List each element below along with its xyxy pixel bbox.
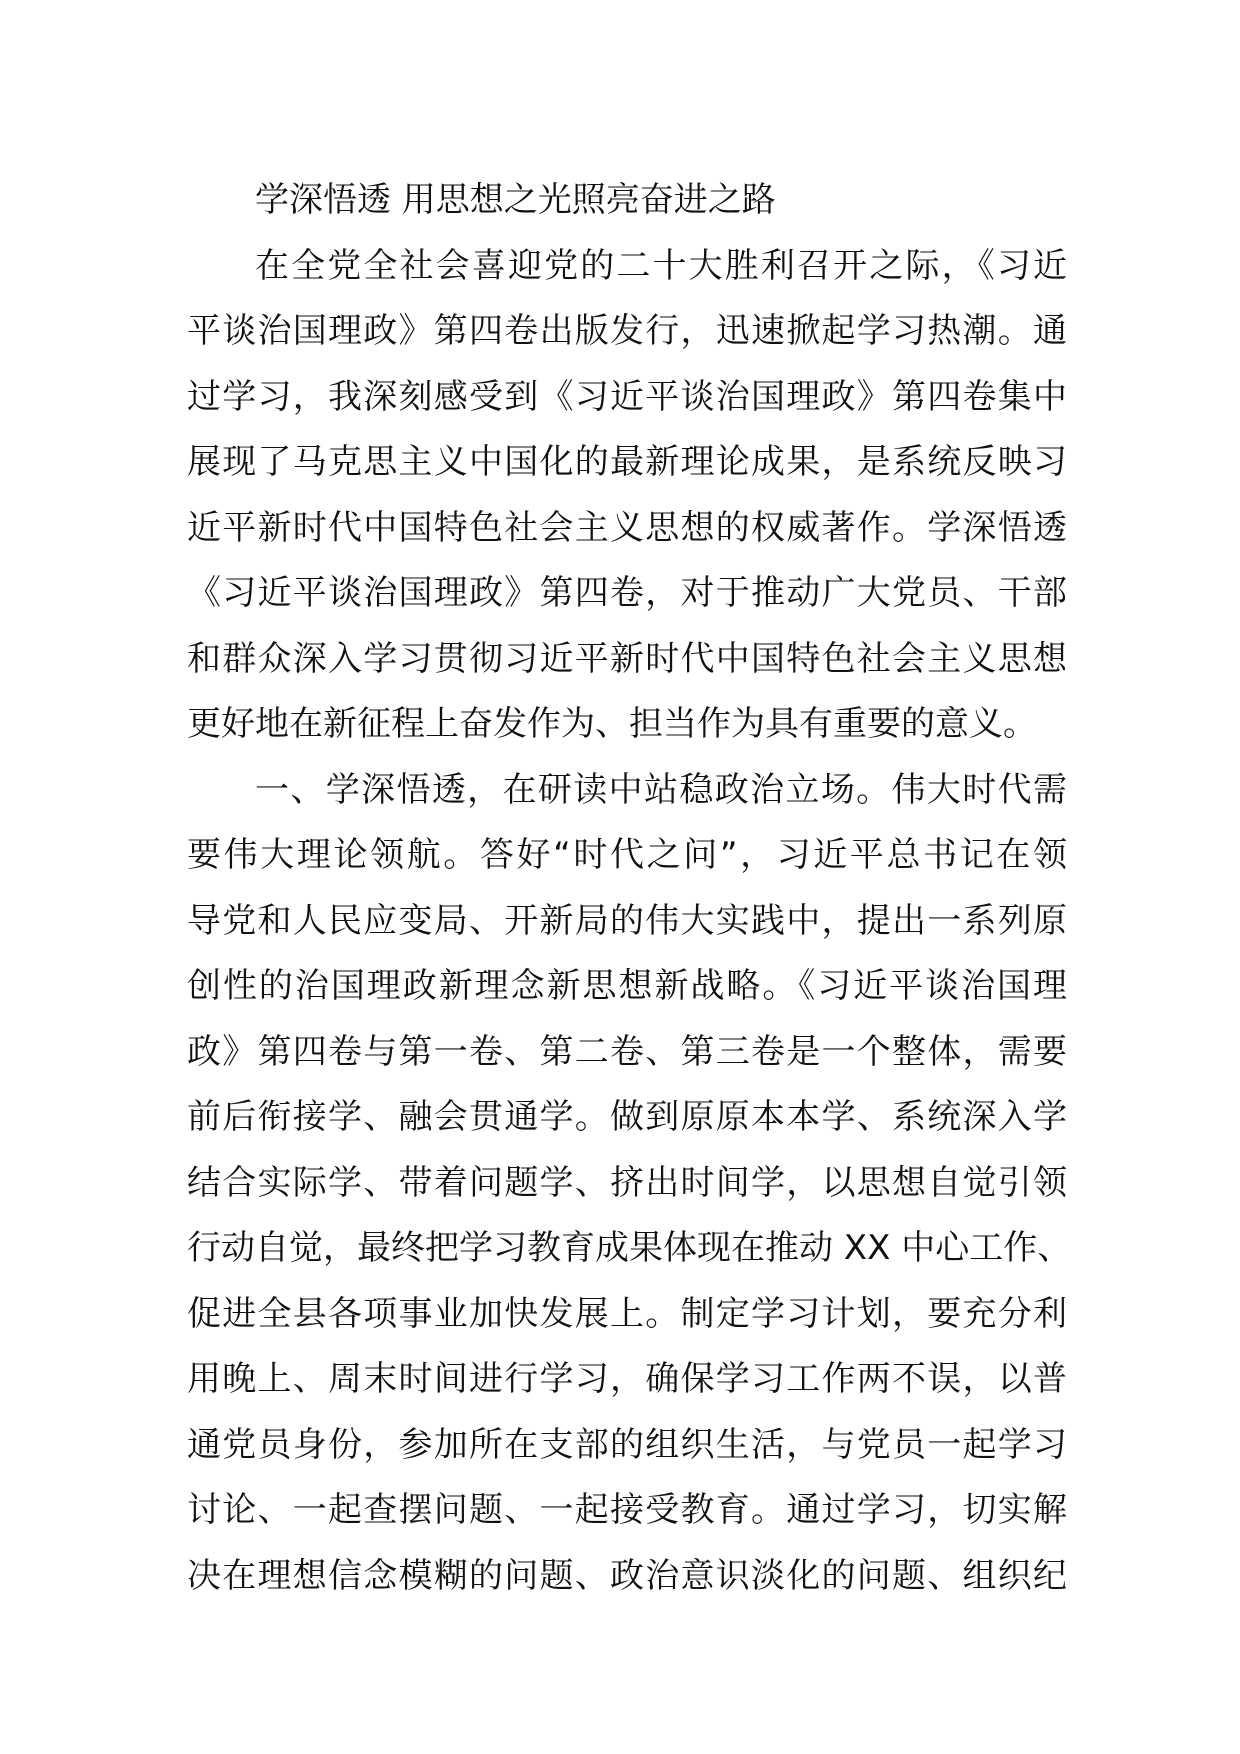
paragraph-1-line-5: 近平新时代中国特色社会主义思想的权威著作。学深悟透 (187, 507, 1067, 548)
paragraph-2-line-10: 用晚上、周末时间进行学习，确保学习工作两不误，以普 (187, 1359, 1067, 1399)
paragraph-1-line-3: 过学习，我深刻感受到《习近平谈治国理政》第四卷集中 (187, 376, 1067, 417)
paragraph-2-line-12: 讨论、一起查摆问题、一起接受教育。通过学习，切实解 (187, 1490, 1067, 1530)
document-title: 学深悟透 用思想之光照亮奋进之路 (255, 180, 776, 220)
paragraph-2-line-13: 决在理想信念模糊的问题、政治意识淡化的问题、组织纪 (187, 1555, 1067, 1596)
paragraph-2-line-4: 创性的治国理政新理念新思想新战略。《习近平谈治国理 (187, 966, 1067, 1006)
paragraph-1-line-2: 平谈治国理政》第四卷出版发行，迅速掀起学习热潮。通 (187, 311, 1067, 351)
paragraph-2-line-1: 一、学深悟透，在研读中站稳政治立场。伟大时代需 (255, 769, 1067, 810)
document-body (187, 168, 1072, 1609)
paragraph-2-line-2: 要伟大理论领航。答好“时代之问”，习近平总书记在领 (187, 835, 1067, 875)
paragraph-1-line-6: 《习近平谈治国理政》第四卷，对于推动广大党员、干部 (187, 573, 1067, 613)
paragraph-1-line-7: 和群众深入学习贯彻习近平新时代中国特色社会主义思想 (187, 638, 1067, 679)
paragraph-1-line-4: 展现了马克思主义中国化的最新理论成果，是系统反映习 (187, 442, 1067, 482)
paragraph-2-line-6: 前后衔接学、融会贯通学。做到原原本本学、系统深入学 (187, 1097, 1067, 1137)
paragraph-1-line-8: 更好地在新征程上奋发作为、担当作为具有重要的意义。 (187, 704, 1037, 744)
paragraph-2-line-9: 促进全县各项事业加快发展上。制定学习计划，要充分利 (187, 1293, 1067, 1334)
paragraph-2-line-5: 政》第四卷与第一卷、第二卷、第三卷是一个整体，需要 (187, 1031, 1067, 1072)
paragraph-2-line-11: 通党员身份，参加所在支部的组织生活，与党员一起学习 (187, 1424, 1067, 1465)
paragraph-2-line-3: 导党和人民应变局、开新局的伟大实践中，提出一系列原 (187, 900, 1067, 941)
paragraph-2-line-7: 结合实际学、带着问题学、挤出时间学，以思想自觉引领 (187, 1162, 1067, 1203)
paragraph-1-line-1: 在全党全社会喜迎党的二十大胜利召开之际，《习近 (255, 245, 1067, 286)
paragraph-2-line-8: 行动自觉，最终把学习教育成果体现在推动 XX 中心工作、 (187, 1228, 1072, 1268)
